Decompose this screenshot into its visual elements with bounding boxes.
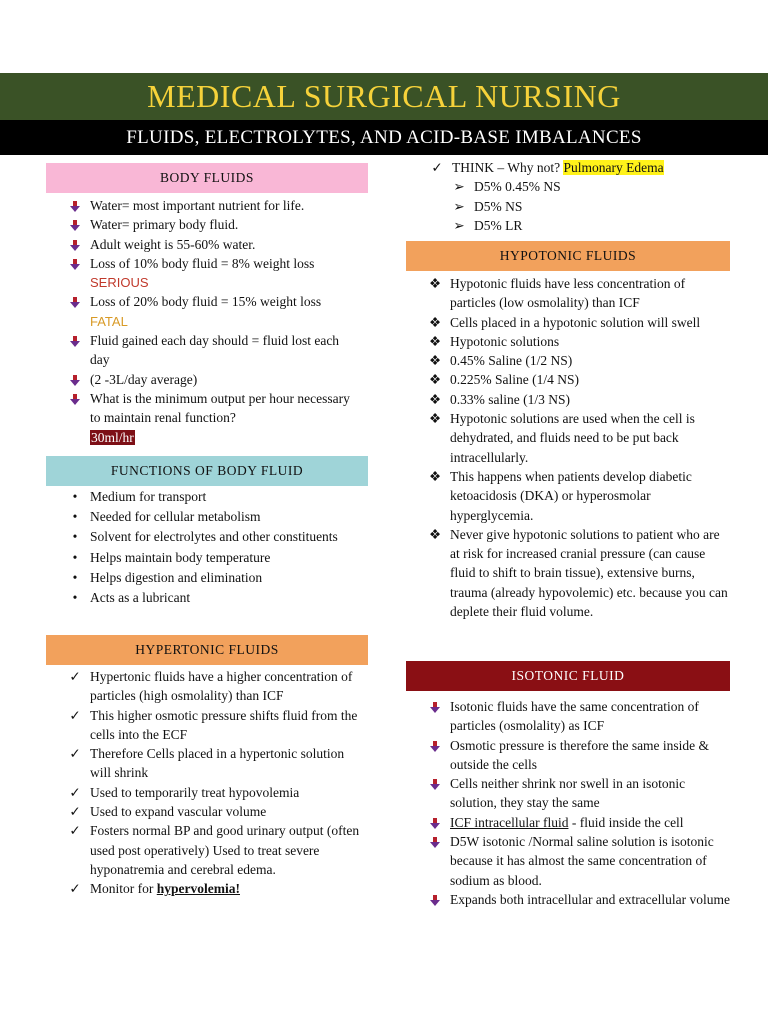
answer-highlight: 30ml/hr [91, 429, 134, 445]
icf-term: ICF intracellular fluid [450, 814, 569, 830]
sub-list-item: ➢ D5% 0.45% NS [408, 177, 738, 196]
checkmark-icon: ✓ [69, 881, 81, 897]
list-item: ❖ This happens when patients develop diabetic ketoacidosis (DKA) or hyperosmolar hyperglycemia. [428, 468, 692, 523]
isotonic-heading [406, 661, 730, 691]
checkmark-icon: ✓ [69, 784, 81, 800]
list-item: ✓ Therefore Cells placed in a hypertonic solution will shrink [69, 746, 345, 781]
hypertonic-heading [46, 635, 368, 665]
list-item: (2 -3L/day average) [46, 370, 356, 389]
diamond-bullet-icon: ❖ [428, 276, 442, 291]
list-item: ❖ 0.45% Saline (1/2 NS) [406, 351, 732, 370]
hypotonic-list [406, 274, 732, 621]
list-item: • Helps digestion and elimination [46, 568, 356, 588]
sub-list-item: ➢ D5% LR [408, 216, 738, 235]
list-item: ✓ Hypertonic fluids have a higher concentration of particles (high osmolality) than ICF [69, 669, 353, 704]
list-item: Adult weight is 55-60% water. [46, 235, 356, 254]
arrow-down-icon [70, 201, 80, 211]
arrow-down-icon [430, 818, 440, 828]
serious-label: SERIOUS [90, 275, 149, 291]
arrow-down-icon [70, 394, 80, 404]
list-item: Loss of 10% body fluid = 8% weight loss SERIOUS [46, 254, 356, 293]
body-fluids-list [46, 196, 356, 447]
arrow-down-icon [70, 375, 80, 385]
list-item: ❖ 0.33% saline (1/3 NS) [406, 390, 732, 409]
list-item: ✓ Fosters normal BP and good urinary output (often used post operatively) Used to treat severe hyponatremia and cerebral edema. [69, 823, 360, 877]
list-item: • Acts as a lubricant [46, 588, 356, 608]
body-fluids-heading-text: BODY FLUIDS [160, 170, 254, 185]
list-item: Osmotic pressure is therefore the same inside & outside the cells [406, 736, 732, 775]
arrow-down-icon [70, 336, 80, 346]
subtitle-banner [0, 120, 768, 155]
list-item: Water= most important nutrient for life. [46, 196, 356, 215]
diamond-bullet-icon: ❖ [428, 372, 442, 388]
page-title: MEDICAL SURGICAL NURSING [147, 78, 621, 114]
list-item: D5W isotonic /Normal saline solution is isotonic because it has almost the same concentration of sodium as blood. [406, 832, 732, 890]
list-item: Expands both intracellular and extracellular volume [406, 890, 732, 909]
list-item: ICF intracellular fluid - fluid inside the cell [406, 813, 732, 832]
fatal-label: FATAL [90, 313, 128, 329]
arrow-down-icon [430, 895, 440, 905]
pulmonary-edema-highlight: Pulmonary Edema [563, 160, 664, 175]
list-item: ✓ Monitor for hypervolemia! [46, 879, 362, 898]
checkmark-icon: ✓ [69, 707, 81, 723]
list-item: ✓ THINK – Why not? Pulmonary Edema [408, 158, 738, 177]
checkmark-icon: ✓ [69, 669, 81, 684]
bullet-icon: • [72, 489, 78, 504]
checkmark-icon: ✓ [69, 823, 81, 839]
diamond-bullet-icon: ❖ [428, 468, 442, 484]
checkmark-icon: ✓ [69, 804, 81, 820]
list-item: ❖ Hypotonic solutions [406, 332, 732, 351]
list-item: ✓ This higher osmotic pressure shifts fluid from the cells into the ECF [69, 707, 358, 742]
diamond-bullet-icon: ❖ [428, 526, 442, 542]
list-item: ❖ Never give hypotonic solutions to patient who are at risk for increased cranial pressure (can cause fluid to shift to brain tissue), extensive burns, trauma (already hypovolemic) etc. because you can deplete their fluid volume. [428, 526, 728, 620]
sub-list-item: ➢ D5% NS [408, 197, 738, 216]
checkmark-icon: ✓ [431, 160, 443, 175]
diamond-bullet-icon: ❖ [428, 314, 442, 330]
functions-heading-text: FUNCTIONS OF BODY FLUID [110, 463, 304, 478]
diamond-bullet-icon: ❖ [428, 333, 442, 349]
arrow-down-icon [430, 837, 440, 847]
arrow-down-icon [70, 297, 80, 307]
list-item: ❖ Hypotonic solutions are used when the cell is dehydrated, and fluids need to be put back intracellularly. [428, 411, 695, 465]
isotonic-list [406, 697, 732, 909]
arrowhead-icon: ➢ [453, 198, 465, 214]
list-item: • Needed for cellular metabolism [46, 507, 356, 527]
arrow-down-icon [430, 779, 440, 789]
arrow-down-icon [70, 259, 80, 269]
hypotonic-heading [406, 241, 730, 271]
arrow-down-icon [70, 220, 80, 230]
page-subtitle: FLUIDS, ELECTROLYTES, AND ACID-BASE IMBALANCES [126, 127, 642, 148]
diamond-bullet-icon: ❖ [428, 391, 442, 407]
arrowhead-icon: ➢ [453, 179, 465, 195]
arrowhead-icon: ➢ [453, 217, 465, 233]
list-item: ❖ Cells placed in a hypotonic solution will swell [406, 313, 732, 332]
bullet-icon: • [72, 569, 78, 585]
arrow-down-icon [430, 741, 440, 751]
hypervolemia-emphasis: hypervolemia! [156, 881, 240, 897]
arrow-down-icon [430, 702, 440, 712]
bullet-icon: • [72, 509, 78, 525]
checkmark-icon: ✓ [69, 746, 81, 762]
diamond-bullet-icon: ❖ [428, 411, 442, 427]
hypotonic-heading-text: HYPOTONIC FLUIDS [499, 248, 637, 263]
functions-heading [46, 456, 368, 486]
list-item: • Helps maintain body temperature [46, 548, 356, 568]
body-fluids-heading [46, 163, 368, 193]
bullet-icon: • [72, 529, 78, 545]
functions-list [46, 487, 356, 608]
list-item: Cells neither shrink nor swell in an isotonic solution, they stay the same [406, 774, 732, 813]
hypertonic-list [46, 667, 362, 899]
diamond-bullet-icon: ❖ [428, 353, 442, 369]
list-item: What is the minimum output per hour necessary to maintain renal function? 30ml/hr [46, 389, 356, 447]
list-item: • Solvent for electrolytes and other constituents [46, 527, 356, 547]
list-item: • Medium for transport [46, 487, 356, 507]
isotonic-heading-text: ISOTONIC FLUID [511, 668, 625, 683]
list-item: ❖ Hypotonic fluids have less concentration of particles (low osmolality) than ICF [428, 276, 686, 311]
arrow-down-icon [70, 240, 80, 250]
bullet-icon: • [72, 590, 78, 606]
list-item: ✓ Used to expand vascular volume [46, 802, 362, 821]
list-item: Isotonic fluids have the same concentration of particles (osmolality) as ICF [406, 697, 732, 736]
list-item: Water= primary body fluid. [46, 215, 356, 234]
think-list [408, 158, 738, 235]
list-item: ❖ 0.225% Saline (1/4 NS) [406, 370, 732, 389]
title-banner [0, 73, 768, 120]
bullet-icon: • [72, 549, 78, 565]
list-item: Fluid gained each day should = fluid lost each day [46, 331, 356, 370]
list-item: ✓ Used to temporarily treat hypovolemia [46, 783, 362, 802]
list-item: Loss of 20% body fluid = 15% weight loss FATAL [46, 292, 356, 331]
hypertonic-heading-text: HYPERTONIC FLUIDS [135, 642, 279, 657]
